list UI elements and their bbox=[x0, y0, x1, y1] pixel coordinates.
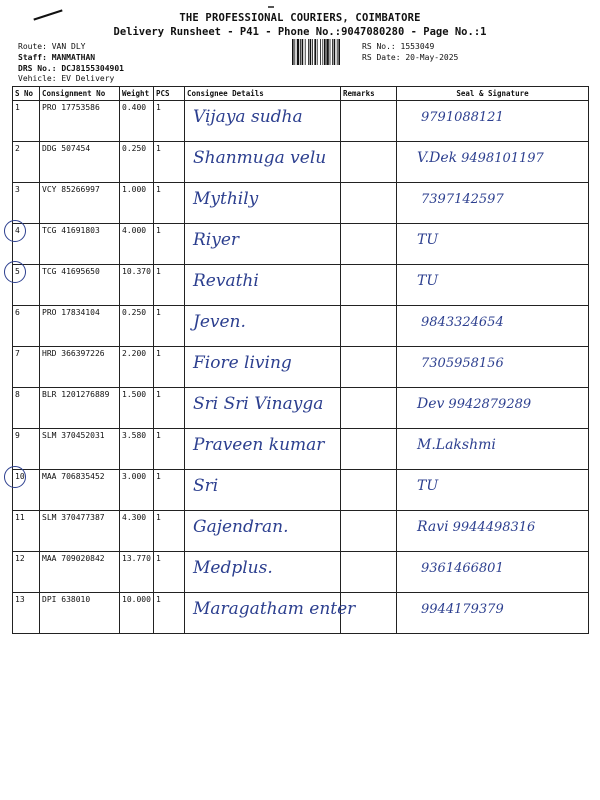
cell-consignment: SLM 370477387 bbox=[40, 511, 120, 552]
phone-handwriting: 9944498316 bbox=[452, 520, 536, 535]
cell-signature bbox=[397, 306, 589, 347]
circle-mark bbox=[4, 220, 26, 242]
cell-consignee bbox=[185, 470, 341, 511]
barcode-bar bbox=[294, 39, 295, 65]
cell-signature bbox=[397, 593, 589, 634]
cell-remarks bbox=[341, 265, 397, 306]
barcode-bar bbox=[314, 39, 316, 65]
barcode-bar bbox=[312, 39, 313, 65]
cell-signature bbox=[397, 429, 589, 470]
route-value: VAN DLY bbox=[51, 42, 86, 51]
cell-sno: 8 bbox=[13, 388, 40, 429]
cell-sno: 12 bbox=[13, 552, 40, 593]
cell-consignee bbox=[185, 306, 341, 347]
barcode-bar bbox=[302, 39, 304, 65]
cell-consignee bbox=[185, 142, 341, 183]
col-header: Consignee Details bbox=[185, 87, 341, 101]
consignee-handwriting: Sri Sri Vinayga bbox=[193, 394, 324, 414]
signature-scribble: TU bbox=[417, 232, 439, 248]
consignee-handwriting: Gajendran. bbox=[193, 517, 289, 537]
table-row bbox=[13, 224, 589, 265]
signature-handwriting bbox=[417, 150, 586, 166]
signature-scribble: Dev bbox=[417, 396, 445, 412]
col-header: S No bbox=[13, 87, 40, 101]
cell-consignee bbox=[185, 388, 341, 429]
barcode-bar bbox=[338, 39, 340, 65]
consignee-handwriting: Riyer bbox=[193, 230, 240, 250]
cell-consignee bbox=[185, 183, 341, 224]
phone-handwriting: 9942879289 bbox=[448, 397, 532, 412]
phone-handwriting: 9791088121 bbox=[421, 110, 504, 125]
cell-consignee bbox=[185, 511, 341, 552]
rs-date-line: RS Date: 20-May-2025 bbox=[362, 53, 459, 62]
cell-remarks bbox=[341, 142, 397, 183]
cell-signature bbox=[397, 388, 589, 429]
barcode-bar bbox=[308, 39, 309, 65]
pen-mark bbox=[268, 6, 274, 8]
col-header: Consignment No bbox=[40, 87, 120, 101]
vehicle-line: Vehicle: EV Delivery bbox=[18, 74, 115, 83]
cell-remarks bbox=[341, 511, 397, 552]
signature-handwriting bbox=[417, 314, 586, 330]
circle-mark bbox=[4, 466, 26, 488]
phone-handwriting: 7397142597 bbox=[421, 192, 504, 207]
consignee-handwriting: Sri bbox=[193, 476, 219, 496]
table-row bbox=[13, 552, 589, 593]
consignee-handwriting: Maragatham enter bbox=[193, 599, 356, 619]
cell-sno: 6 bbox=[13, 306, 40, 347]
cell-sno: 13 bbox=[13, 593, 40, 634]
cell-sno: 9 bbox=[13, 429, 40, 470]
barcode-bar bbox=[326, 39, 328, 65]
col-header: Seal & Signature bbox=[397, 87, 589, 101]
cell-signature bbox=[397, 552, 589, 593]
cell-weight: 3.000 bbox=[120, 470, 154, 511]
phone-handwriting: 9944179379 bbox=[421, 602, 504, 617]
cell-weight: 0.250 bbox=[120, 306, 154, 347]
barcode-bar bbox=[292, 39, 294, 65]
signature-handwriting bbox=[417, 560, 586, 576]
cell-remarks bbox=[341, 306, 397, 347]
cell-consignment: SLM 370452031 bbox=[40, 429, 120, 470]
cell-pcs: 1 bbox=[154, 306, 185, 347]
phone-handwriting: 9361466801 bbox=[421, 561, 504, 576]
cell-weight: 10.000 bbox=[120, 593, 154, 634]
cell-remarks bbox=[341, 552, 397, 593]
phone-handwriting: 9843324654 bbox=[421, 315, 504, 330]
signature-handwriting bbox=[417, 273, 586, 289]
consignee-handwriting: Revathi bbox=[193, 271, 259, 291]
cell-consignment: PRO 17753586 bbox=[40, 101, 120, 142]
table-row bbox=[13, 347, 589, 388]
signature-handwriting bbox=[417, 396, 586, 412]
signature-handwriting bbox=[417, 355, 586, 371]
barcode-bar bbox=[300, 39, 301, 65]
cell-pcs: 1 bbox=[154, 183, 185, 224]
table-row bbox=[13, 265, 589, 306]
cell-pcs: 1 bbox=[154, 265, 185, 306]
table-row bbox=[13, 183, 589, 224]
rs-date-value: 20-May-2025 bbox=[405, 53, 459, 62]
cell-sno: 11 bbox=[13, 511, 40, 552]
cell-consignee bbox=[185, 265, 341, 306]
barcode-bar bbox=[305, 39, 306, 65]
cell-signature bbox=[397, 142, 589, 183]
barcode-image bbox=[292, 39, 356, 65]
cell-pcs: 1 bbox=[154, 224, 185, 265]
cell-consignment: HRD 366397226 bbox=[40, 347, 120, 388]
cell-weight: 3.580 bbox=[120, 429, 154, 470]
col-header: Weight bbox=[120, 87, 154, 101]
cell-signature bbox=[397, 470, 589, 511]
cell-sno: 7 bbox=[13, 347, 40, 388]
table-row bbox=[13, 429, 589, 470]
cell-weight: 0.400 bbox=[120, 101, 154, 142]
signature-scribble: TU bbox=[417, 478, 439, 494]
cell-weight: 4.000 bbox=[120, 224, 154, 265]
barcode-bar bbox=[322, 39, 323, 65]
cell-sno: 4 bbox=[13, 224, 40, 265]
rs-no-line: RS No.: 1553049 bbox=[362, 42, 435, 51]
cell-pcs: 1 bbox=[154, 388, 185, 429]
signature-scribble: TU bbox=[417, 273, 439, 289]
cell-weight: 10.370 bbox=[120, 265, 154, 306]
cell-consignment: VCY 85266997 bbox=[40, 183, 120, 224]
table-row bbox=[13, 388, 589, 429]
table-header-row bbox=[13, 87, 589, 101]
cell-sno: 10 bbox=[13, 470, 40, 511]
runsheet-heading: Delivery Runsheet - P41 - Phone No.:9047080280 - Page No.:1 bbox=[113, 26, 487, 38]
phone-handwriting: 7305958156 bbox=[421, 356, 504, 371]
cell-consignment: PRO 17834104 bbox=[40, 306, 120, 347]
cell-remarks bbox=[341, 347, 397, 388]
staff-line: Staff: MANMATHAN bbox=[18, 53, 96, 62]
company-title: THE PROFESSIONAL COURIERS, COIMBATORE bbox=[179, 12, 421, 24]
cell-signature bbox=[397, 224, 589, 265]
signature-handwriting bbox=[417, 232, 586, 248]
signature-handwriting bbox=[417, 601, 586, 617]
cell-consignee bbox=[185, 429, 341, 470]
table-row bbox=[13, 470, 589, 511]
barcode-bar bbox=[317, 39, 318, 65]
barcode-bar bbox=[297, 39, 299, 65]
table-row bbox=[13, 306, 589, 347]
signature-handwriting bbox=[417, 191, 586, 207]
cell-signature bbox=[397, 265, 589, 306]
cell-pcs: 1 bbox=[154, 347, 185, 388]
cell-weight: 0.250 bbox=[120, 142, 154, 183]
signature-handwriting bbox=[417, 109, 586, 125]
cell-consignee bbox=[185, 224, 341, 265]
cell-consignment: DDG 507454 bbox=[40, 142, 120, 183]
cell-pcs: 1 bbox=[154, 101, 185, 142]
consignee-handwriting: Shanmuga velu bbox=[193, 148, 327, 168]
cell-signature bbox=[397, 347, 589, 388]
barcode-bar bbox=[324, 39, 326, 65]
delivery-table bbox=[12, 86, 589, 634]
drs-line: DRS No.: DCJ8155304901 bbox=[18, 64, 124, 73]
cell-sno: 2 bbox=[13, 142, 40, 183]
cell-remarks bbox=[341, 429, 397, 470]
col-header: PCS bbox=[154, 87, 185, 101]
table-row bbox=[13, 101, 589, 142]
cell-sno: 1 bbox=[13, 101, 40, 142]
cell-pcs: 1 bbox=[154, 429, 185, 470]
cell-pcs: 1 bbox=[154, 470, 185, 511]
cell-weight: 4.300 bbox=[120, 511, 154, 552]
cell-weight: 13.770 bbox=[120, 552, 154, 593]
signature-scribble: M.Lakshmi bbox=[417, 437, 496, 453]
drs-value: DCJ8155304901 bbox=[61, 64, 124, 73]
cell-signature bbox=[397, 511, 589, 552]
signature-scribble: V.Dek bbox=[417, 150, 458, 166]
route-line: Route: VAN DLY bbox=[18, 42, 86, 51]
cell-remarks bbox=[341, 470, 397, 511]
barcode-bar bbox=[334, 39, 336, 65]
consignee-handwriting: Vijaya sudha bbox=[193, 107, 303, 127]
signature-handwriting bbox=[417, 437, 586, 453]
cell-remarks bbox=[341, 388, 397, 429]
cell-weight: 1.500 bbox=[120, 388, 154, 429]
cell-remarks bbox=[341, 224, 397, 265]
cell-consignment: TCG 41691803 bbox=[40, 224, 120, 265]
cell-consignee bbox=[185, 552, 341, 593]
cell-consignment: TCG 41695650 bbox=[40, 265, 120, 306]
cell-signature bbox=[397, 101, 589, 142]
signature-handwriting bbox=[417, 478, 586, 494]
cell-weight: 2.200 bbox=[120, 347, 154, 388]
cell-pcs: 1 bbox=[154, 511, 185, 552]
barcode-bar bbox=[320, 39, 321, 65]
cell-consignment: BLR 1201276889 bbox=[40, 388, 120, 429]
cell-signature bbox=[397, 183, 589, 224]
rs-no-value: 1553049 bbox=[400, 42, 435, 51]
cell-consignment: DPI 638010 bbox=[40, 593, 120, 634]
cell-consignment: MAA 709020842 bbox=[40, 552, 120, 593]
cell-consignee bbox=[185, 101, 341, 142]
consignee-handwriting: Fiore living bbox=[193, 353, 292, 373]
phone-handwriting: 9498101197 bbox=[461, 151, 544, 166]
signature-handwriting bbox=[417, 519, 586, 535]
table-row bbox=[13, 593, 589, 634]
cell-pcs: 1 bbox=[154, 142, 185, 183]
table-row bbox=[13, 142, 589, 183]
consignee-handwriting: Medplus. bbox=[193, 558, 273, 578]
cell-remarks bbox=[341, 101, 397, 142]
col-header: Remarks bbox=[341, 87, 397, 101]
cell-weight: 1.000 bbox=[120, 183, 154, 224]
signature-scribble: Ravi bbox=[417, 519, 449, 535]
cell-sno: 5 bbox=[13, 265, 40, 306]
circle-mark bbox=[4, 261, 26, 283]
barcode-bar bbox=[337, 39, 338, 65]
cell-sno: 3 bbox=[13, 183, 40, 224]
cell-consignee bbox=[185, 347, 341, 388]
vehicle-value: EV Delivery bbox=[61, 74, 115, 83]
consignee-handwriting: Jeven. bbox=[193, 312, 246, 332]
cell-consignment: MAA 706835452 bbox=[40, 470, 120, 511]
consignee-handwriting: Praveen kumar bbox=[193, 435, 325, 455]
barcode-bar bbox=[330, 39, 331, 65]
cell-consignee bbox=[185, 593, 356, 634]
cell-pcs: 1 bbox=[154, 593, 185, 634]
cell-pcs: 1 bbox=[154, 552, 185, 593]
consignee-handwriting: Mythily bbox=[193, 189, 259, 209]
table-row bbox=[13, 511, 589, 552]
barcode-bar bbox=[332, 39, 333, 65]
staff-value: MANMATHAN bbox=[51, 53, 96, 62]
barcode-bar bbox=[310, 39, 312, 65]
cell-remarks bbox=[341, 183, 397, 224]
